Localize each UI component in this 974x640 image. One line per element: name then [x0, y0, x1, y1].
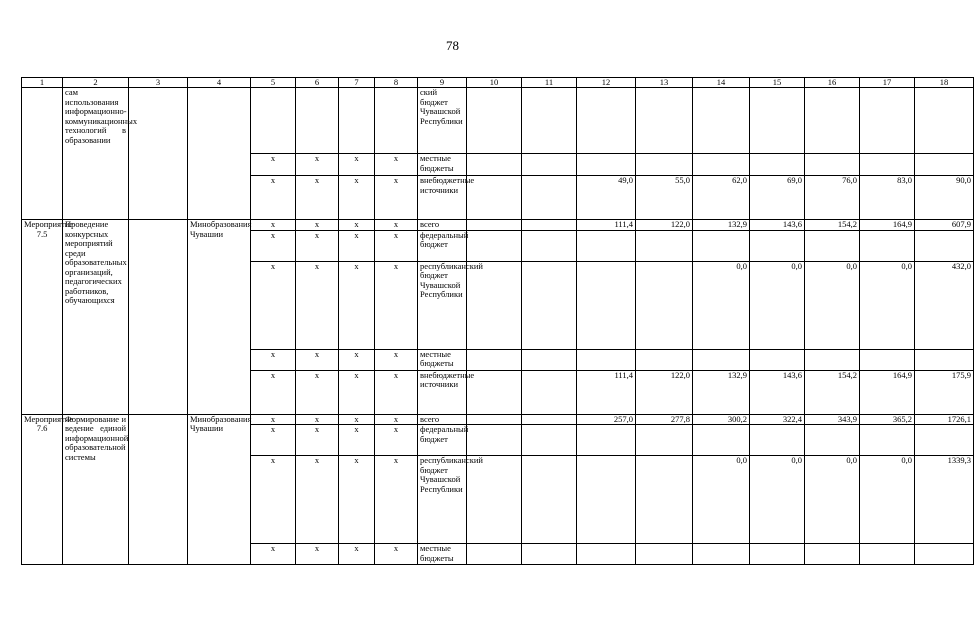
value-cell-16: 0,0: [805, 456, 860, 544]
funding-source-cell: внебюджетные источники: [418, 176, 467, 220]
code-cell-5: x: [251, 456, 296, 544]
value-cell-13: 55,0: [636, 176, 693, 220]
value-cell-12: [577, 154, 636, 176]
value-cell-16: [805, 544, 860, 565]
col-header-7: 7: [339, 78, 375, 88]
value-cell-18: 175,9: [915, 370, 974, 414]
code-cell-6: x: [296, 544, 339, 565]
value-cell-16: [805, 425, 860, 456]
value-cell-14: [693, 88, 750, 154]
col-header-2: 2: [63, 78, 129, 88]
code-cell-5: x: [251, 220, 296, 231]
code-cell-5: x: [251, 414, 296, 425]
code-cell-8: x: [375, 154, 418, 176]
code-cell-8: x: [375, 230, 418, 261]
empty-cell-10: [467, 154, 522, 176]
value-cell-15: 322,4: [750, 414, 805, 425]
funding-source-cell: внебюджетные источники: [418, 370, 467, 414]
value-cell-13: [636, 88, 693, 154]
empty-cell-11: [522, 88, 577, 154]
code-cell-5: [251, 88, 296, 154]
empty-cell-10: [467, 230, 522, 261]
funding-source-cell: местные бюджеты: [418, 349, 467, 370]
value-cell-13: [636, 456, 693, 544]
measure-label-cell: [22, 88, 63, 220]
value-cell-17: [860, 154, 915, 176]
code-cell-8: [375, 88, 418, 154]
value-cell-12: [577, 456, 636, 544]
value-cell-13: [636, 349, 693, 370]
value-cell-14: 62,0: [693, 176, 750, 220]
code-cell-6: x: [296, 176, 339, 220]
col-header-12: 12: [577, 78, 636, 88]
value-cell-14: [693, 230, 750, 261]
empty-cell-11: [522, 154, 577, 176]
value-cell-17: [860, 230, 915, 261]
empty-cell-11: [522, 220, 577, 231]
col-header-1: 1: [22, 78, 63, 88]
value-cell-17: [860, 544, 915, 565]
col-header-10: 10: [467, 78, 522, 88]
code-cell-6: x: [296, 414, 339, 425]
value-cell-14: [693, 349, 750, 370]
code-cell-5: x: [251, 544, 296, 565]
value-cell-18: 432,0: [915, 261, 974, 349]
empty-cell-10: [467, 370, 522, 414]
value-cell-12: [577, 230, 636, 261]
value-cell-13: [636, 544, 693, 565]
code-cell-7: x: [339, 425, 375, 456]
col-header-15: 15: [750, 78, 805, 88]
value-cell-15: 69,0: [750, 176, 805, 220]
empty-cell-10: [467, 88, 522, 154]
col-header-5: 5: [251, 78, 296, 88]
value-cell-15: [750, 544, 805, 565]
col-header-8: 8: [375, 78, 418, 88]
code-cell-7: x: [339, 370, 375, 414]
funding-source-cell: ский бюджет Чувашской Республики: [418, 88, 467, 154]
code-cell-8: x: [375, 261, 418, 349]
code-cell-7: x: [339, 456, 375, 544]
value-cell-13: [636, 230, 693, 261]
value-cell-12: [577, 425, 636, 456]
code-cell-6: [296, 88, 339, 154]
measure-label-cell: Мероприятие 7.6: [22, 414, 63, 565]
funding-source-cell: федеральный бюджет: [418, 425, 467, 456]
value-cell-14: [693, 154, 750, 176]
measure-label-cell: Мероприятие 7.5: [22, 220, 63, 415]
value-cell-13: 122,0: [636, 370, 693, 414]
value-cell-14: 132,9: [693, 370, 750, 414]
code-cell-8: x: [375, 425, 418, 456]
value-cell-18: 607,9: [915, 220, 974, 231]
executor-cell: Минобразования Чувашии: [188, 220, 251, 415]
value-cell-16: 154,2: [805, 220, 860, 231]
code-cell-5: x: [251, 425, 296, 456]
empty-cell-11: [522, 456, 577, 544]
value-cell-12: [577, 544, 636, 565]
value-cell-12: [577, 261, 636, 349]
code-cell-8: x: [375, 544, 418, 565]
empty-cell-11: [522, 261, 577, 349]
col-header-13: 13: [636, 78, 693, 88]
funding-source-cell: местные бюджеты: [418, 544, 467, 565]
value-cell-15: 143,6: [750, 220, 805, 231]
value-cell-18: 1339,3: [915, 456, 974, 544]
value-cell-18: [915, 425, 974, 456]
measure-description-cell: Проведение конкурсных мероприятий среди образовательных организаций, педагогических работников, обучающихся: [63, 220, 129, 415]
value-cell-18: [915, 154, 974, 176]
empty-cell-10: [467, 220, 522, 231]
col-header-14: 14: [693, 78, 750, 88]
code-cell-5: x: [251, 176, 296, 220]
table-row: [22, 88, 974, 154]
funding-source-cell: республиканский бюджет Чувашской Республики: [418, 261, 467, 349]
empty-cell-10: [467, 176, 522, 220]
executor-cell: Минобразования Чувашии: [188, 414, 251, 565]
code-cell-8: x: [375, 176, 418, 220]
value-cell-17: 83,0: [860, 176, 915, 220]
value-cell-12: 49,0: [577, 176, 636, 220]
value-cell-18: 1726,1: [915, 414, 974, 425]
value-cell-15: [750, 230, 805, 261]
code-cell-7: [339, 88, 375, 154]
col-header-11: 11: [522, 78, 577, 88]
value-cell-14: [693, 544, 750, 565]
value-cell-18: [915, 88, 974, 154]
code-cell-6: x: [296, 261, 339, 349]
code-cell-6: x: [296, 370, 339, 414]
value-cell-17: [860, 349, 915, 370]
value-cell-16: [805, 349, 860, 370]
value-cell-17: 164,9: [860, 220, 915, 231]
column-number-row: [22, 78, 974, 88]
value-cell-13: 277,8: [636, 414, 693, 425]
code-cell-7: x: [339, 154, 375, 176]
code-cell-8: x: [375, 370, 418, 414]
code-cell-7: x: [339, 349, 375, 370]
value-cell-12: [577, 88, 636, 154]
value-cell-12: 257,0: [577, 414, 636, 425]
value-cell-14: 0,0: [693, 456, 750, 544]
value-cell-15: [750, 154, 805, 176]
empty-cell-10: [467, 425, 522, 456]
value-cell-18: [915, 349, 974, 370]
value-cell-15: 143,6: [750, 370, 805, 414]
funding-source-cell: всего: [418, 414, 467, 425]
value-cell-14: 0,0: [693, 261, 750, 349]
funding-source-cell: всего: [418, 220, 467, 231]
code-cell-6: x: [296, 456, 339, 544]
code-cell-5: x: [251, 261, 296, 349]
value-cell-16: 0,0: [805, 261, 860, 349]
col-header-18: 18: [915, 78, 974, 88]
value-cell-14: [693, 425, 750, 456]
code-cell-7: x: [339, 544, 375, 565]
measure-description-cell: Формирование и ведение единой информационной образовательной системы: [63, 414, 129, 565]
measure-description-cell: сам использования информационно-коммуникационных технологий в образовании: [63, 88, 129, 220]
empty-cell-11: [522, 176, 577, 220]
empty-cell-10: [467, 261, 522, 349]
col-header-9: 9: [418, 78, 467, 88]
col-header-4: 4: [188, 78, 251, 88]
value-cell-15: 0,0: [750, 261, 805, 349]
col-header-6: 6: [296, 78, 339, 88]
value-cell-13: [636, 154, 693, 176]
value-cell-12: 111,4: [577, 220, 636, 231]
table-row: [22, 414, 974, 425]
code-cell-7: x: [339, 414, 375, 425]
value-cell-16: [805, 230, 860, 261]
value-cell-13: 122,0: [636, 220, 693, 231]
empty-cell-10: [467, 414, 522, 425]
code-cell-5: x: [251, 154, 296, 176]
empty-cell-11: [522, 230, 577, 261]
empty-cell-11: [522, 349, 577, 370]
code-cell-5: x: [251, 370, 296, 414]
empty-cell-11: [522, 544, 577, 565]
value-cell-15: [750, 349, 805, 370]
empty-cell-3: [129, 88, 188, 220]
page-number: 78: [446, 38, 459, 53]
col-header-17: 17: [860, 78, 915, 88]
code-cell-7: x: [339, 261, 375, 349]
value-cell-18: [915, 230, 974, 261]
empty-cell-11: [522, 425, 577, 456]
value-cell-13: [636, 261, 693, 349]
value-cell-12: 111,4: [577, 370, 636, 414]
empty-cell-11: [522, 370, 577, 414]
code-cell-7: x: [339, 230, 375, 261]
funding-source-cell: федеральный бюджет: [418, 230, 467, 261]
value-cell-16: [805, 154, 860, 176]
empty-cell-3: [129, 220, 188, 415]
value-cell-16: 343,9: [805, 414, 860, 425]
empty-cell-10: [467, 456, 522, 544]
funding-source-cell: местные бюджеты: [418, 154, 467, 176]
value-cell-17: [860, 88, 915, 154]
empty-cell-3: [129, 414, 188, 565]
col-header-3: 3: [129, 78, 188, 88]
value-cell-12: [577, 349, 636, 370]
value-cell-13: [636, 425, 693, 456]
executor-cell: [188, 88, 251, 220]
empty-cell-10: [467, 349, 522, 370]
code-cell-6: x: [296, 220, 339, 231]
code-cell-6: x: [296, 154, 339, 176]
code-cell-7: x: [339, 220, 375, 231]
value-cell-15: [750, 88, 805, 154]
code-cell-8: x: [375, 220, 418, 231]
value-cell-17: [860, 425, 915, 456]
value-cell-14: 300,2: [693, 414, 750, 425]
value-cell-17: 365,2: [860, 414, 915, 425]
funding-source-cell: республиканский бюджет Чувашской Республики: [418, 456, 467, 544]
value-cell-16: 76,0: [805, 176, 860, 220]
code-cell-8: x: [375, 349, 418, 370]
value-cell-17: 0,0: [860, 261, 915, 349]
code-cell-5: x: [251, 349, 296, 370]
value-cell-15: 0,0: [750, 456, 805, 544]
code-cell-6: x: [296, 425, 339, 456]
code-cell-5: x: [251, 230, 296, 261]
code-cell-8: x: [375, 414, 418, 425]
table-row: [22, 220, 974, 231]
empty-cell-11: [522, 414, 577, 425]
table-body: [22, 88, 974, 565]
value-cell-14: 132,9: [693, 220, 750, 231]
value-cell-17: 0,0: [860, 456, 915, 544]
budget-table: [21, 77, 974, 565]
value-cell-18: 90,0: [915, 176, 974, 220]
value-cell-16: 154,2: [805, 370, 860, 414]
value-cell-17: 164,9: [860, 370, 915, 414]
code-cell-6: x: [296, 230, 339, 261]
empty-cell-10: [467, 544, 522, 565]
code-cell-7: x: [339, 176, 375, 220]
code-cell-8: x: [375, 456, 418, 544]
value-cell-15: [750, 425, 805, 456]
code-cell-6: x: [296, 349, 339, 370]
value-cell-18: [915, 544, 974, 565]
col-header-16: 16: [805, 78, 860, 88]
value-cell-16: [805, 88, 860, 154]
